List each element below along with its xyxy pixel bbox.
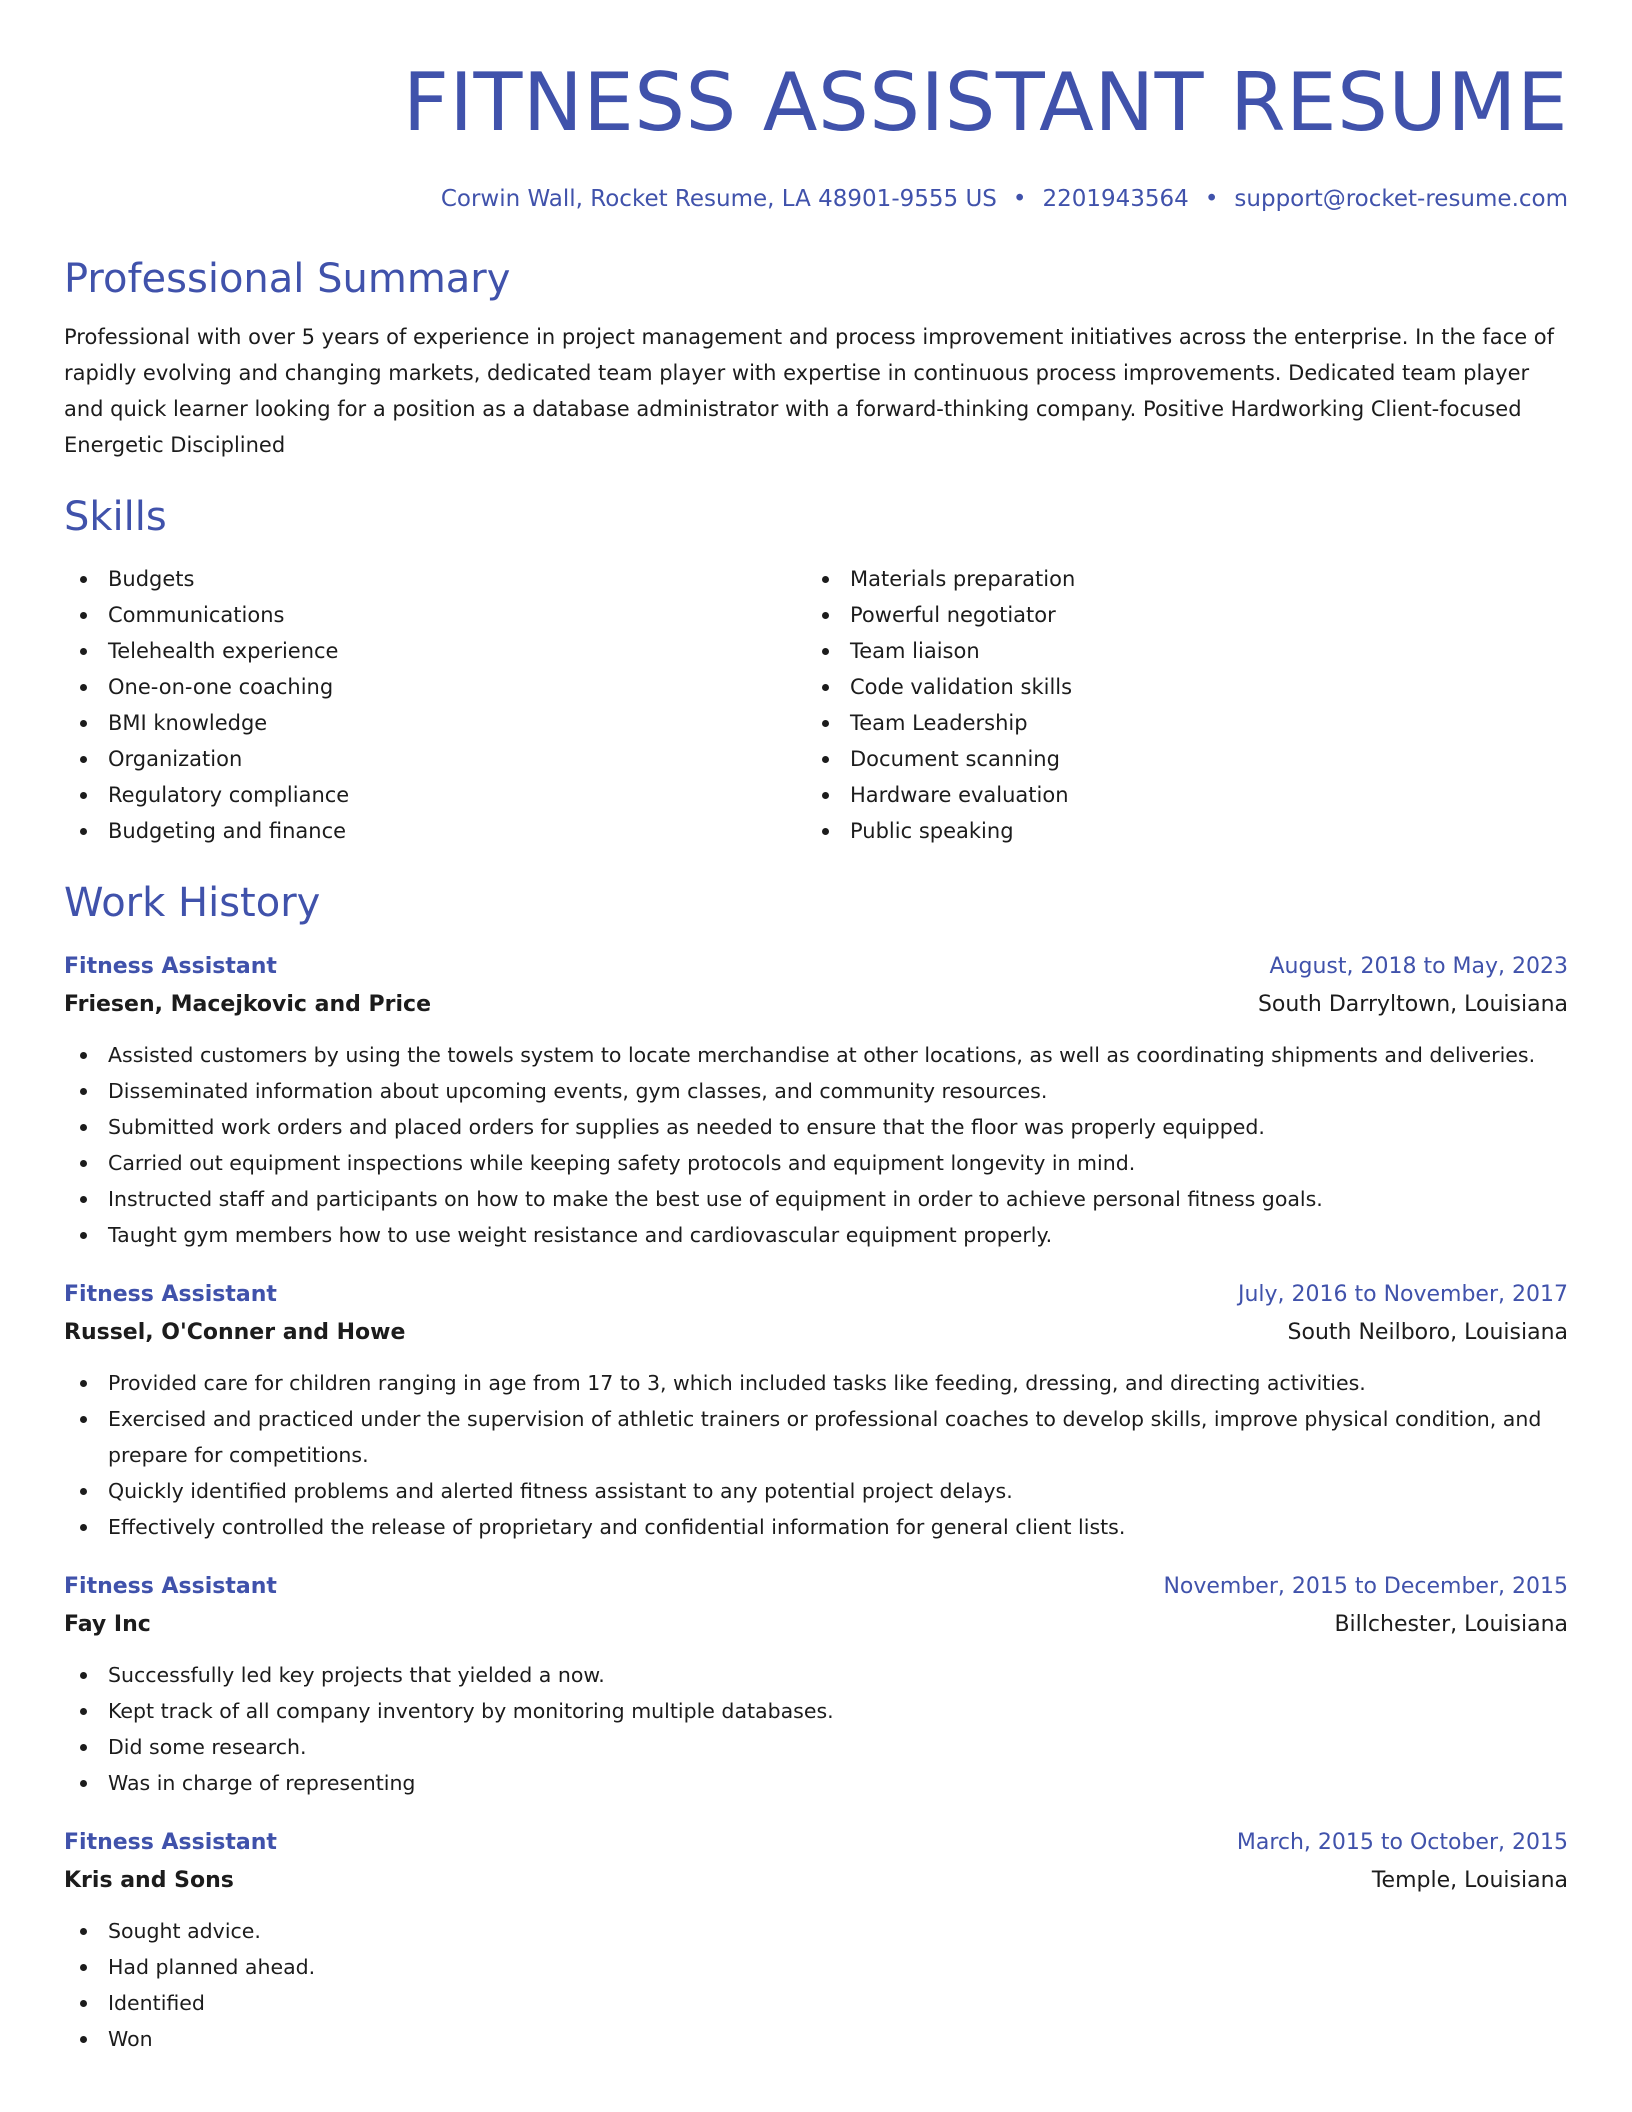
bullet-text: Kept track of all company inventory by monitoring multiple databases.: [108, 1699, 834, 1723]
job-company: Russel, O'Conner and Howe: [64, 1320, 406, 1345]
job-header-row: [64, 1277, 1568, 1313]
skill-label: Public speaking: [850, 819, 1014, 843]
job-dates: August, 2018 to May, 2023: [1269, 954, 1568, 979]
skill-item: [64, 597, 806, 633]
bullet-dot: [80, 756, 87, 763]
skill-item: [806, 669, 1548, 705]
job-dates: March, 2015 to October, 2015: [1236, 1830, 1568, 1855]
bullet-dot: [80, 1232, 87, 1239]
skill-label: Team liaison: [850, 639, 980, 663]
skill-item: [64, 813, 806, 849]
bullet-dot: [80, 1196, 87, 1203]
job-bullet: [64, 1181, 1568, 1217]
bullet-dot: [80, 2036, 87, 2043]
bullet-text: Disseminated information about upcoming events, gym classes, and community resources.: [108, 1079, 1048, 1103]
bullet-text: Taught gym members how to use weight resistance and cardiovascular equipment properly.: [108, 1223, 1053, 1247]
skill-item: [806, 777, 1548, 813]
skill-label: Hardware evaluation: [850, 783, 1069, 807]
bullet-dot: [80, 1416, 87, 1423]
job-bullet: [64, 1217, 1568, 1253]
job-company-row: [64, 1861, 1568, 1901]
bullet-dot: [80, 1088, 87, 1095]
job-company-row: [64, 985, 1568, 1025]
job-bullet: [64, 1109, 1568, 1145]
bullet-dot: [822, 648, 829, 655]
bullet-dot: [80, 576, 87, 583]
bullet-text: Instructed staff and participants on how to make the best use of equipment in order to achieve personal fitness goals.: [108, 1187, 1323, 1211]
job-bullet: [64, 1949, 1568, 1985]
job-bullet: [64, 1985, 1568, 2021]
bullet-dot: [80, 828, 87, 835]
job-bullets: [64, 1657, 1568, 1801]
contact-line: [64, 185, 1568, 213]
job-company: Fay Inc: [64, 1612, 151, 1637]
bullet-text: Submitted work orders and placed orders for supplies as needed to ensure that the floor was properly equipped.: [108, 1115, 1265, 1139]
bullet-dot: [80, 1964, 87, 1971]
bullet-dot: [80, 1708, 87, 1715]
bullet-dot: [822, 576, 829, 583]
bullet-text: Sought advice.: [108, 1919, 261, 1943]
job-bullet: [64, 1473, 1568, 1509]
bullet-text: Exercised and practiced under the supervision of athletic trainers or professional coaches to develop skills, improve physical condition, and prepare for competitions.: [108, 1407, 1542, 1467]
job-location: Billchester, Louisiana: [1334, 1612, 1568, 1637]
work-history-heading: Work History: [64, 880, 321, 926]
skill-label: Budgets: [108, 567, 195, 591]
job-bullet: [64, 1401, 1568, 1473]
job-header-row: [64, 1569, 1568, 1605]
bullet-dot: [80, 2000, 87, 2007]
job-header-row: [64, 1825, 1568, 1861]
job-bullet: [64, 1073, 1568, 1109]
skill-item: [806, 561, 1548, 597]
job-entry: [64, 1825, 1568, 2057]
job-bullet: [64, 1657, 1568, 1693]
job-company-row: [64, 1313, 1568, 1353]
bullet-text: Did some research.: [108, 1735, 307, 1759]
bullet-text: Effectively controlled the release of proprietary and confidential information for general client lists.: [108, 1515, 1126, 1539]
skill-label: Materials preparation: [850, 567, 1076, 591]
job-dates: July, 2016 to November, 2017: [1237, 1282, 1568, 1307]
bullet-dot: [822, 612, 829, 619]
bullet-text: Successfully led key projects that yielded a now.: [108, 1663, 605, 1687]
contact-address: Corwin Wall, Rocket Resume, LA 48901-9555 US: [440, 186, 997, 212]
bullet-dot: [822, 756, 829, 763]
bullet-text: Had planned ahead.: [108, 1955, 316, 1979]
contact-separator: •: [1012, 186, 1027, 212]
bullet-dot: [822, 720, 829, 727]
job-bullet: [64, 1765, 1568, 1801]
skills-list: [64, 561, 1568, 849]
skill-label: Document scanning: [850, 747, 1060, 771]
skill-label: Telehealth experience: [108, 639, 339, 663]
bullet-dot: [80, 1524, 87, 1531]
skill-item: [806, 705, 1548, 741]
skills-column-left: [64, 561, 806, 849]
contact-email: support@rocket-resume.com: [1234, 186, 1568, 212]
contact-separator: •: [1204, 186, 1219, 212]
job-entry: [64, 1277, 1568, 1545]
bullet-dot: [80, 1928, 87, 1935]
bullet-dot: [80, 1488, 87, 1495]
bullet-text: Won: [108, 2027, 153, 2051]
skill-label: Communications: [108, 603, 285, 627]
bullet-dot: [80, 1160, 87, 1167]
job-bullet: [64, 1509, 1568, 1545]
bullet-text: Carried out equipment inspections while keeping safety protocols and equipment longevity in mind.: [108, 1151, 1136, 1175]
skill-item: [806, 633, 1548, 669]
contact-phone: 2201943564: [1042, 186, 1189, 212]
skill-label: Team Leadership: [850, 711, 1028, 735]
bullet-dot: [80, 1744, 87, 1751]
skills-column-right: [806, 561, 1548, 849]
job-bullet: [64, 1365, 1568, 1401]
skill-label: Regulatory compliance: [108, 783, 350, 807]
bullet-dot: [822, 684, 829, 691]
bullet-dot: [80, 1380, 87, 1387]
job-location: South Neilboro, Louisiana: [1287, 1320, 1568, 1345]
job-entry: [64, 1569, 1568, 1801]
job-bullets: [64, 1037, 1568, 1253]
skill-label: Organization: [108, 747, 243, 771]
bullet-dot: [80, 1052, 87, 1059]
job-header-row: [64, 949, 1568, 985]
job-title: Fitness Assistant: [64, 1830, 277, 1855]
bullet-dot: [822, 792, 829, 799]
job-bullet: [64, 2021, 1568, 2057]
bullet-text: Provided care for children ranging in age from 17 to 3, which included tasks like feeding, dressing, and directing activities.: [108, 1371, 1366, 1395]
bullet-dot: [822, 828, 829, 835]
skill-label: Budgeting and finance: [108, 819, 347, 843]
bullet-dot: [80, 1780, 87, 1787]
job-company: Kris and Sons: [64, 1868, 234, 1893]
bullet-text: Assisted customers by using the towels system to locate merchandise at other locations, as well as coordinating shipments and deliveries.: [108, 1043, 1536, 1067]
bullet-dot: [80, 720, 87, 727]
skills-heading: Skills: [64, 494, 167, 540]
job-company-row: [64, 1605, 1568, 1645]
job-title: Fitness Assistant: [64, 954, 277, 979]
skill-item: [64, 741, 806, 777]
job-title: Fitness Assistant: [64, 1282, 277, 1307]
skill-item: [64, 669, 806, 705]
job-location: South Darryltown, Louisiana: [1257, 992, 1568, 1017]
job-bullets: [64, 1913, 1568, 2057]
bullet-dot: [80, 1672, 87, 1679]
skill-item: [64, 633, 806, 669]
skill-item: [806, 597, 1548, 633]
summary-heading: Professional Summary: [64, 256, 511, 302]
skill-item: [806, 741, 1548, 777]
job-bullet: [64, 1913, 1568, 1949]
bullet-text: Was in charge of representing: [108, 1771, 416, 1795]
skill-label: BMI knowledge: [108, 711, 268, 735]
job-title: Fitness Assistant: [64, 1574, 277, 1599]
bullet-text: Quickly identified problems and alerted fitness assistant to any potential project delays.: [108, 1479, 1013, 1503]
summary-text: Professional with over 5 years of experience in project management and process improvement initiatives across the enterprise. In the face of rapidly evolving and changing markets, dedicated team player with expertise in continuous process improvements. Dedicated team player and quick learner looking for a position as a database administrator with a forward-thinking company. Positive Hardworking Client-focused Energetic Disciplined: [64, 325, 1555, 457]
job-bullet: [64, 1693, 1568, 1729]
skill-item: [64, 705, 806, 741]
job-bullet: [64, 1037, 1568, 1073]
bullet-dot: [80, 1124, 87, 1131]
bullet-dot: [80, 684, 87, 691]
job-bullet: [64, 1729, 1568, 1765]
job-location: Temple, Louisiana: [1371, 1868, 1568, 1893]
job-entry: [64, 949, 1568, 1253]
bullet-text: Identified: [108, 1991, 205, 2015]
job-company: Friesen, Macejkovic and Price: [64, 992, 431, 1017]
job-bullet: [64, 1145, 1568, 1181]
job-bullets: [64, 1365, 1568, 1545]
resume-title: FITNESS ASSISTANT RESUME: [402, 56, 1568, 149]
skill-label: Powerful negotiator: [850, 603, 1056, 627]
skill-label: One-on-one coaching: [108, 675, 334, 699]
bullet-dot: [80, 792, 87, 799]
skill-item: [806, 813, 1548, 849]
bullet-dot: [80, 648, 87, 655]
bullet-dot: [80, 612, 87, 619]
skill-item: [64, 777, 806, 813]
skill-label: Code validation skills: [850, 675, 1073, 699]
job-dates: November, 2015 to December, 2015: [1163, 1574, 1568, 1599]
skill-item: [64, 561, 806, 597]
